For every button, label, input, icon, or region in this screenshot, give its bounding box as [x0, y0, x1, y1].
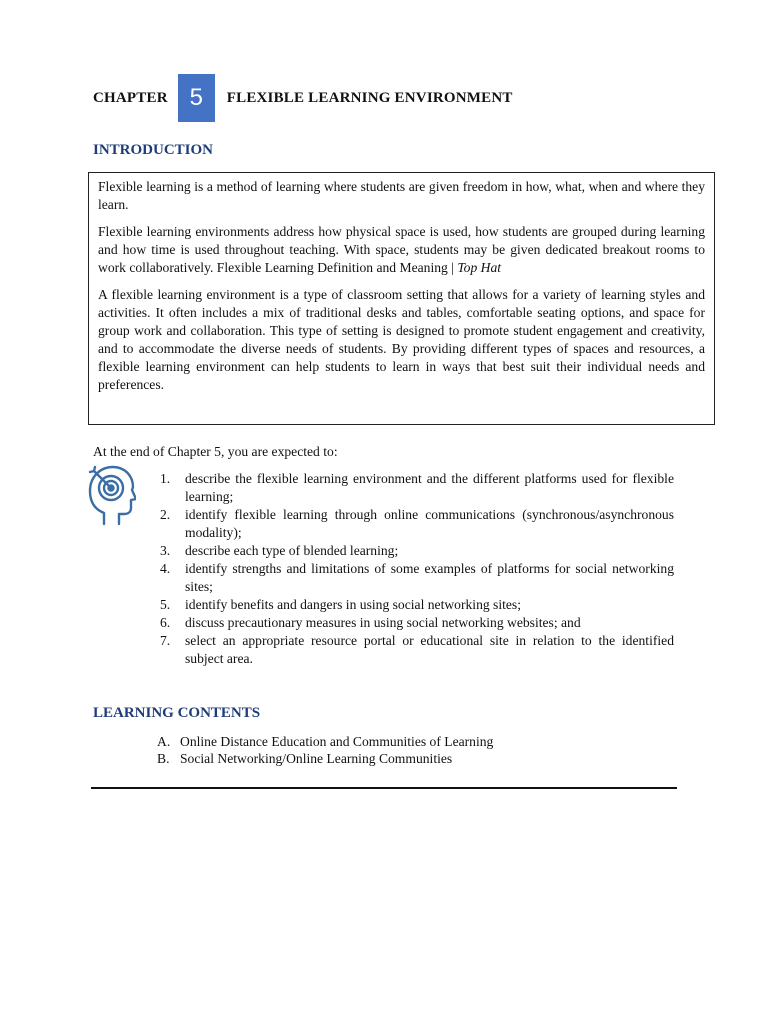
section-divider	[91, 787, 677, 789]
objectives-lead: At the end of Chapter 5, you are expected to:	[93, 444, 338, 459]
objective-number: 1.	[160, 471, 171, 486]
learning-contents-heading: LEARNING CONTENTS	[93, 705, 261, 721]
objective-item	[160, 614, 674, 632]
content-item	[157, 750, 493, 767]
intro-paragraph	[98, 223, 705, 277]
content-letter: B.	[157, 751, 170, 766]
intro-paragraph-text: Flexible learning environments address how physical space is used, how students are grouped during learning and how time is used throughout teaching. With space, students may be given dedicated breakout rooms to work collaboratively. Flexible Learning Definition and Meaning |	[98, 224, 705, 275]
chapter-title: FLEXIBLE LEARNING ENVIRONMENT	[226, 89, 513, 106]
objective-number: 3.	[160, 543, 171, 558]
objective-number: 6.	[160, 615, 171, 630]
objective-number: 2.	[160, 507, 171, 522]
content-item	[157, 733, 493, 750]
objective-text: identify strengths and limitations of some examples of platforms for social networking sites;	[185, 561, 674, 594]
objective-text: describe each type of blended learning;	[185, 543, 399, 558]
objective-item	[160, 596, 674, 614]
objectives-list	[160, 470, 674, 668]
content-text: Social Networking/Online Learning Communities	[180, 751, 453, 766]
objective-number: 5.	[160, 597, 171, 612]
chapter-header	[93, 74, 513, 122]
source-citation: Top Hat	[457, 260, 502, 275]
chapter-label: CHAPTER	[93, 89, 168, 106]
learning-contents-list	[157, 733, 493, 767]
content-letter: A.	[157, 734, 171, 749]
objective-text: describe the flexible learning environment and the different platforms used for flexible learning;	[185, 471, 674, 504]
objective-number: 4.	[160, 561, 171, 576]
introduction-box	[88, 172, 715, 425]
objective-item	[160, 560, 674, 596]
intro-paragraph: A flexible learning environment is a type of classroom setting that allows for a variety of learning styles and activities. It often includes a mix of traditional desks and tables, comfortable seating options, and space for group work and collaboration. This type of setting is designed to promote student engagement and creativity, and to accommodate the diverse needs of students. By providing different types of spaces and resources, a flexible learning environment can help students to learn in ways that best suit their individual needs and preferences.	[98, 287, 705, 392]
head-target-icon	[86, 463, 136, 527]
objective-item	[160, 470, 674, 506]
objective-item	[160, 542, 674, 560]
objective-text: discuss precautionary measures in using social networking websites; and	[185, 615, 581, 630]
objective-text: select an appropriate resource portal or educational site in relation to the identified subject area.	[185, 633, 674, 666]
objective-number: 7.	[160, 633, 171, 648]
intro-paragraph: Flexible learning is a method of learning where students are given freedom in how, what, when and where they learn.	[98, 179, 705, 212]
objective-text: identify flexible learning through online communications (synchronous/asynchronous modality);	[185, 507, 674, 540]
objective-item	[160, 506, 674, 542]
introduction-heading: INTRODUCTION	[93, 142, 214, 158]
content-text: Online Distance Education and Communities of Learning	[180, 734, 494, 749]
objective-item	[160, 632, 674, 668]
objective-text: identify benefits and dangers in using social networking sites;	[185, 597, 522, 612]
chapter-number-badge: 5	[178, 74, 215, 122]
